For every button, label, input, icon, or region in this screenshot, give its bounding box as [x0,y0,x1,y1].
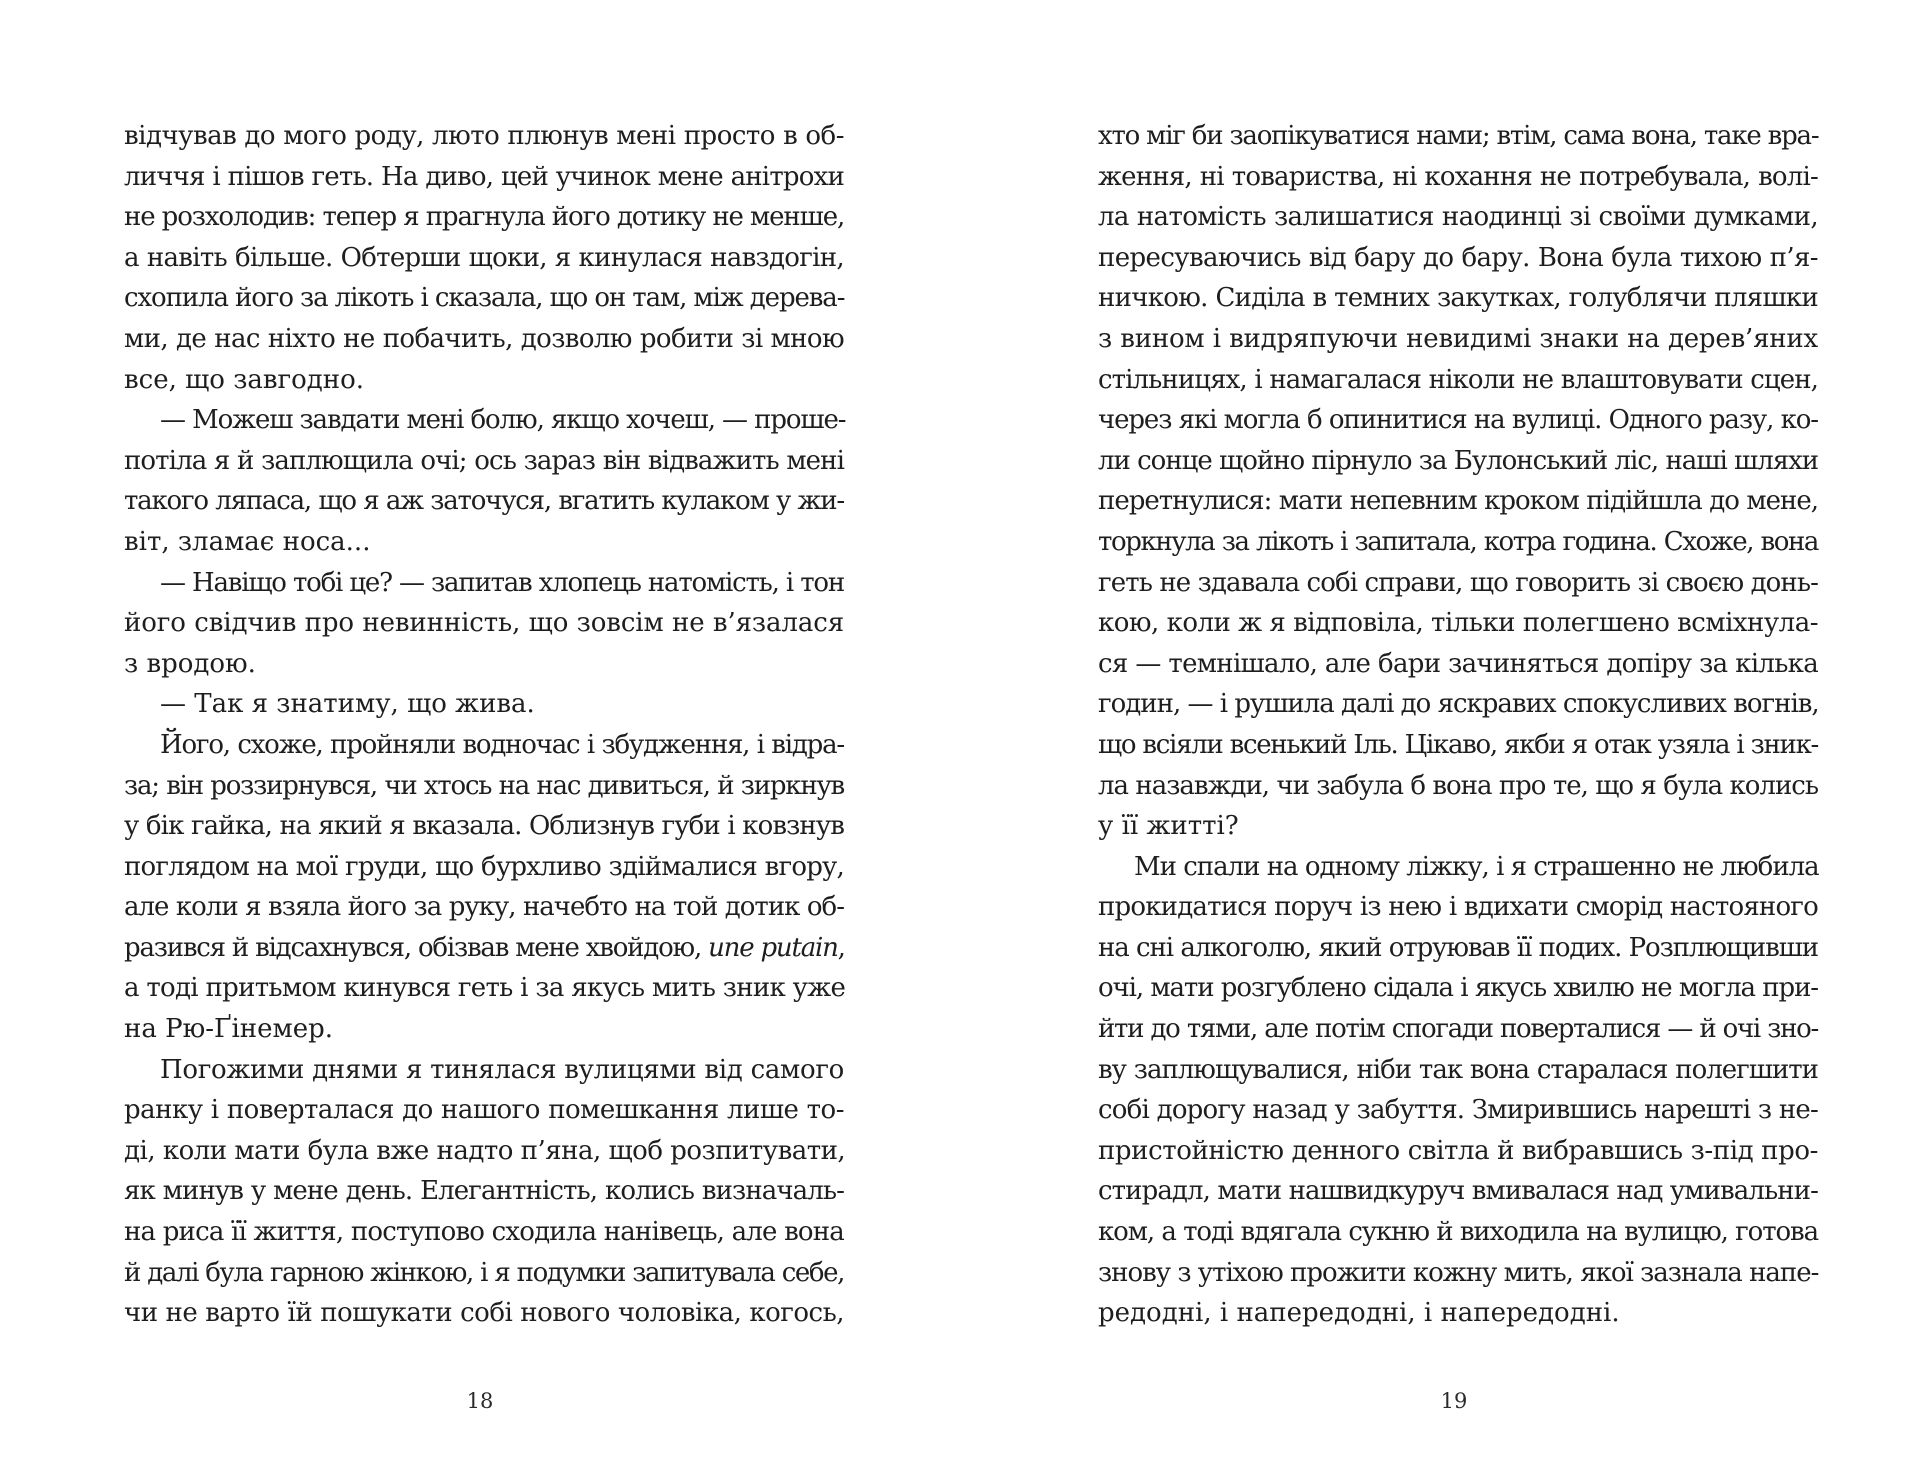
text-line: ву заплющувалися, ніби так вона старалася полегшити [1098,1054,1818,1085]
text-line: стільницях, і намагалася ніколи не влаштовувати сцен, [1098,364,1818,395]
text-line: не розхолодив: тепер я прагнула його дотику не менше, [124,202,845,233]
text-line: у бік гайка, на який я вказала. Облизнув губи і ковзнув [124,811,844,842]
text-line: ді, коли мати була вже надто п’яна, щоб розпитувати, [124,1135,846,1166]
text-segment: разився й відсахнувся, обізвав мене хвойдою, [124,932,709,963]
text-line: поглядом на мої груди, що бурхливо здіймалися вгору, [124,851,844,882]
text-line: ся — темнішало, але бари зачиняться допіру за кілька [1098,648,1818,679]
text-line: ла натомість залишатися наодинці зі своїми думками, [1098,202,1818,233]
text-line: ранку і поверталася до нашого помешкання лише то- [124,1095,844,1126]
paragraph-start-line: Його, схоже, пройняли водночас і збудження, і відра- [160,729,844,760]
left-page [124,116,844,1334]
text-line: й далі була гарною жінкою, і я подумки запитувала себе, [124,1257,844,1288]
text-line: пристойністю денного світла й вибравшись з-під про- [1098,1135,1818,1166]
text-line: кою, коли ж я відповіла, тільки полегшено всміхнула- [1098,608,1818,639]
text-line: а тоді притьмом кинувся геть і за якусь мить зник уже [124,973,846,1004]
text-line: ження, ні товариства, ні кохання не потребувала, волі- [1098,161,1818,192]
text-line: але коли я взяла його за руку, начебто на той дотик об- [124,892,844,923]
text-line: пересуваючись від бару до бару. Вона була тихою п’я- [1098,242,1818,273]
text-line: все, що завгодно. [124,364,365,395]
text-line: ми, де нас ніхто не побачить, дозволю робити зі мною [124,323,844,354]
text-line: ком, а тоді вдягала сукню й виходила на вулицю, готова [1098,1217,1818,1248]
text-line: торкнула за лікоть і запитала, котра година. Схоже, вона [1098,526,1818,557]
text-line: за; він роззирнувся, чи хтось на нас дивиться, й зиркнув [124,770,844,801]
text-line: його свідчив про невинність, що зовсім не в’язалася [124,608,844,639]
text-segment: , [837,932,845,963]
text-line: знову з утіхою прожити кожну мить, якої зазнала напе- [1098,1257,1819,1288]
text-line: на риса її життя, поступово сходила нанівець, але вона [124,1217,844,1248]
text-line: редодні, і напередодні, і напередодні. [1098,1298,1620,1329]
text-line: личчя і пішов геть. На диво, цей учинок мене анітрохи [124,161,844,192]
right-page [1098,116,1818,1334]
page-number-right: 19 [1440,1389,1468,1413]
dialogue-line: — Так я знатиму, що жива. [160,689,535,720]
text-line: через які могла б опинитися на вулиці. Одного разу, ко- [1098,405,1818,436]
text-line: віт, зламає носа... [124,526,371,557]
dialogue-line: — Можеш завдати мені болю, якщо хочеш, — проше- [160,405,846,436]
text-line: собі дорогу назад у забуття. Змирившись нарешті з не- [1098,1095,1818,1126]
text-line [124,928,844,969]
paragraph-start-line: Ми спали на одному ліжку, і я страшенно не любила [1134,851,1819,882]
text-line: схопила його за лікоть і сказала, що он там, між дерева- [124,283,845,314]
text-line: перетнулися: мати непевним кроком підійшла до мене, [1098,486,1818,517]
text-line: на Рю-Ґінемер. [124,1014,334,1045]
text-line: очі, мати розгублено сідала і якусь хвилю не могла при- [1098,973,1818,1004]
text-line: ли сонце щойно пірнуло за Булонський ліс, наші шляхи [1098,445,1819,476]
text-line: ничкою. Сиділа в темних закутках, голублячи пляшки [1098,283,1818,314]
text-line: а навіть більше. Обтерши щоки, я кинулася навздогін, [124,242,844,273]
text-line: геть не здавала собі справи, що говорить зі своєю донь- [1098,567,1818,598]
text-line: з вродою. [124,648,256,679]
text-line: як минув у мене день. Елегантність, колись визначаль- [124,1176,844,1207]
text-line: потіла я й заплющила очі; ось зараз він відважить мені [124,445,844,476]
dialogue-line: — Навіщо тобі це? — запитав хлопець натомість, і тон [160,567,844,598]
text-line: годин, — і рушила далі до яскравих спокусливих вогнів, [1098,689,1819,720]
text-line: хто міг би заопікуватися нами; втім, сама вона, таке вра- [1098,121,1819,151]
text-line: прокидатися поруч із нею і вдихати сморід настояного [1098,892,1818,923]
text-line: на сні алкоголю, який отруював її подих. Розплющивши [1098,932,1818,963]
text-line: відчував до мого роду, люто плюнув мені просто в об- [124,121,844,151]
italic-phrase: une putain [708,932,838,963]
text-line: у її житті? [1098,811,1239,842]
text-line: що всіяли всенький Іль. Цікаво, якби я отак узяла і зник- [1098,729,1818,760]
text-line: з вином і видряпуючи невидимі знаки на дерев’яних [1098,323,1818,354]
text-line: такого ляпаса, що я аж заточуся, вгатить кулаком у жи- [124,486,844,517]
text-line: чи не варто їй пошукати собі нового чоловіка, когось, [124,1298,844,1329]
paragraph-start-line: Погожими днями я тинялася вулицями від самого [160,1054,844,1085]
text-line: ла назавжди, чи забула б вона про те, що я була колись [1098,770,1818,801]
page-number-left: 18 [466,1389,494,1413]
text-line: йти до тями, але потім спогади поверталися — й очі зно- [1098,1014,1818,1045]
text-line: стирадл, мати нашвидкуруч вмивалася над умивальни- [1098,1176,1818,1207]
